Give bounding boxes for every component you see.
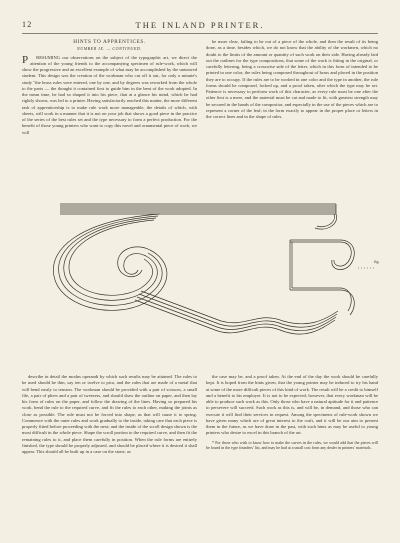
article-heading: HINTS TO APPRENTICES. <box>73 39 146 45</box>
figure-label: fig. <box>374 259 380 264</box>
rule-work-ornament <box>40 180 380 368</box>
column-left-bottom <box>22 374 197 524</box>
running-header <box>22 20 378 32</box>
paragraph: describe in detail the modus operandi by which such results may be attained. The rules to be used should be thin, say ten or twelve to pica, and the rules that are made of a metal that will bend easily to tension. The workman should be provided with a pair of scissors, a small file, a pair of pliers and a pair of tweezers, and should draw the outline on paper, and then lay his form of rules on the paper, and follow the drawing of the lines. Having so prepared his work, bend the rule to the required curve, and fit the rules to each other, making the joints as close as possible. The rule must not be forced into shape, as that will cause it to spring. Commence with the outer rules and work gradually to the inside, taking care that each piece is properly fitted before proceeding with the next; and the inside of the scroll design shown is the most difficult in the whole piece. Shape the scroll portion to the required curve, and then fit the remaining rules to it, and place them carefully in position. When the rule forms are entirely finished, the type should be properly adjusted, and should be placed where it is desired it shall appear. This should all be built up in a case on the stone, as <box>22 374 197 454</box>
running-title: THE INLAND PRINTER. <box>135 20 265 30</box>
page-number: 12 <box>22 20 33 29</box>
paragraph-text: RESUMING our observations on the subject of the typographic art, we direct the attention of the young friends to the accompanying specimen of rule-work, which will show the progressive and an excellent example of what may be accomplished by the untutored student. This design was the creation of the workman who cut off it out, for only a minute's study "the brass rules were entered, one by one, and by degrees was reworked from the whole to the parts — the thought it contained first to guide him in the bent of the work adopted. In the mean time, he had so shaped it into his piece, that at a glance his mind, which he had rightly shown, was led to a printer. Having satisfactorily reached this matter, the more different task of apprenticeship is to make rule work more manageable, the details of which, with sheets, will work in a manner that it is not on your job that shows a good piece in the practice of the series of the best rules set and the type necessary to form a perfect production. For the benefit of those young printers who want to copy this novel and ornamental piece of work, we will <box>22 54 197 135</box>
article-subheading: NUMBER IX. — CONTINUED. <box>76 46 143 52</box>
footnote: * For those who wish to know how to make the curves in the rules, we would add that the pieces will be found in the type founders' list, and may be had at a small cost from any dealer in printers' materials. <box>206 439 378 450</box>
column-right-bottom <box>206 374 378 524</box>
header-rule <box>22 33 378 34</box>
drop-cap: P <box>22 53 29 66</box>
paragraph: the case may be, and a proof taken. At the end of the day the work should be carefully kept. It is hoped from the hints given, that the young printer may be induced to try his hand at some of the more difficult pieces of this kind of work. The result will be a credit to himself and a benefit to his employer. It is not to be expected, however, that every workman will be able to produce such work as this. Only those who have a natural aptitude for it and patience to persevere will succeed. Such work as this is, and will be, in demand, and those who can execute it will find their services in request. Among the specimens of rule-work shown we have given many which are of great interest to the craft, and it will be our aim to present them in the future, as we have done in the past, with such hints as may be useful to young printers who desire to excel in this branch of the art. <box>206 374 378 436</box>
paragraph: be more clear, failing to be out of a piece of the whole, and then the result of its being done, as a time, besides which, we do not know that the ability of the workmen, which no doubt to the limits of the amount or quantity of such work on their side. Having already laid out the outlines for the type compositions, that some of the work is fitting in the original, or carefully lettering, being a crosswise side of the letter, which in this form of intended to be printed in one color, the rules being composed throughout of brass and placed in the position they are to occupy. If the rules are to be worked in one color and the type in another, the rule forms should be composed, locked up, and a proof taken, after which the type may be set. Patience is necessary to perform work of this character, as every rule must be one after the other first is a mere, and the material must be cut and made to fit, with greatest strength may be secured in the hands of the compositor, and especially in the use of the pieces which are to represent a corner of the leaf; in the form exactly to appear in the proper place or letters in the correct lines and in the shape of rules. <box>206 39 378 119</box>
paragraph <box>22 55 197 136</box>
